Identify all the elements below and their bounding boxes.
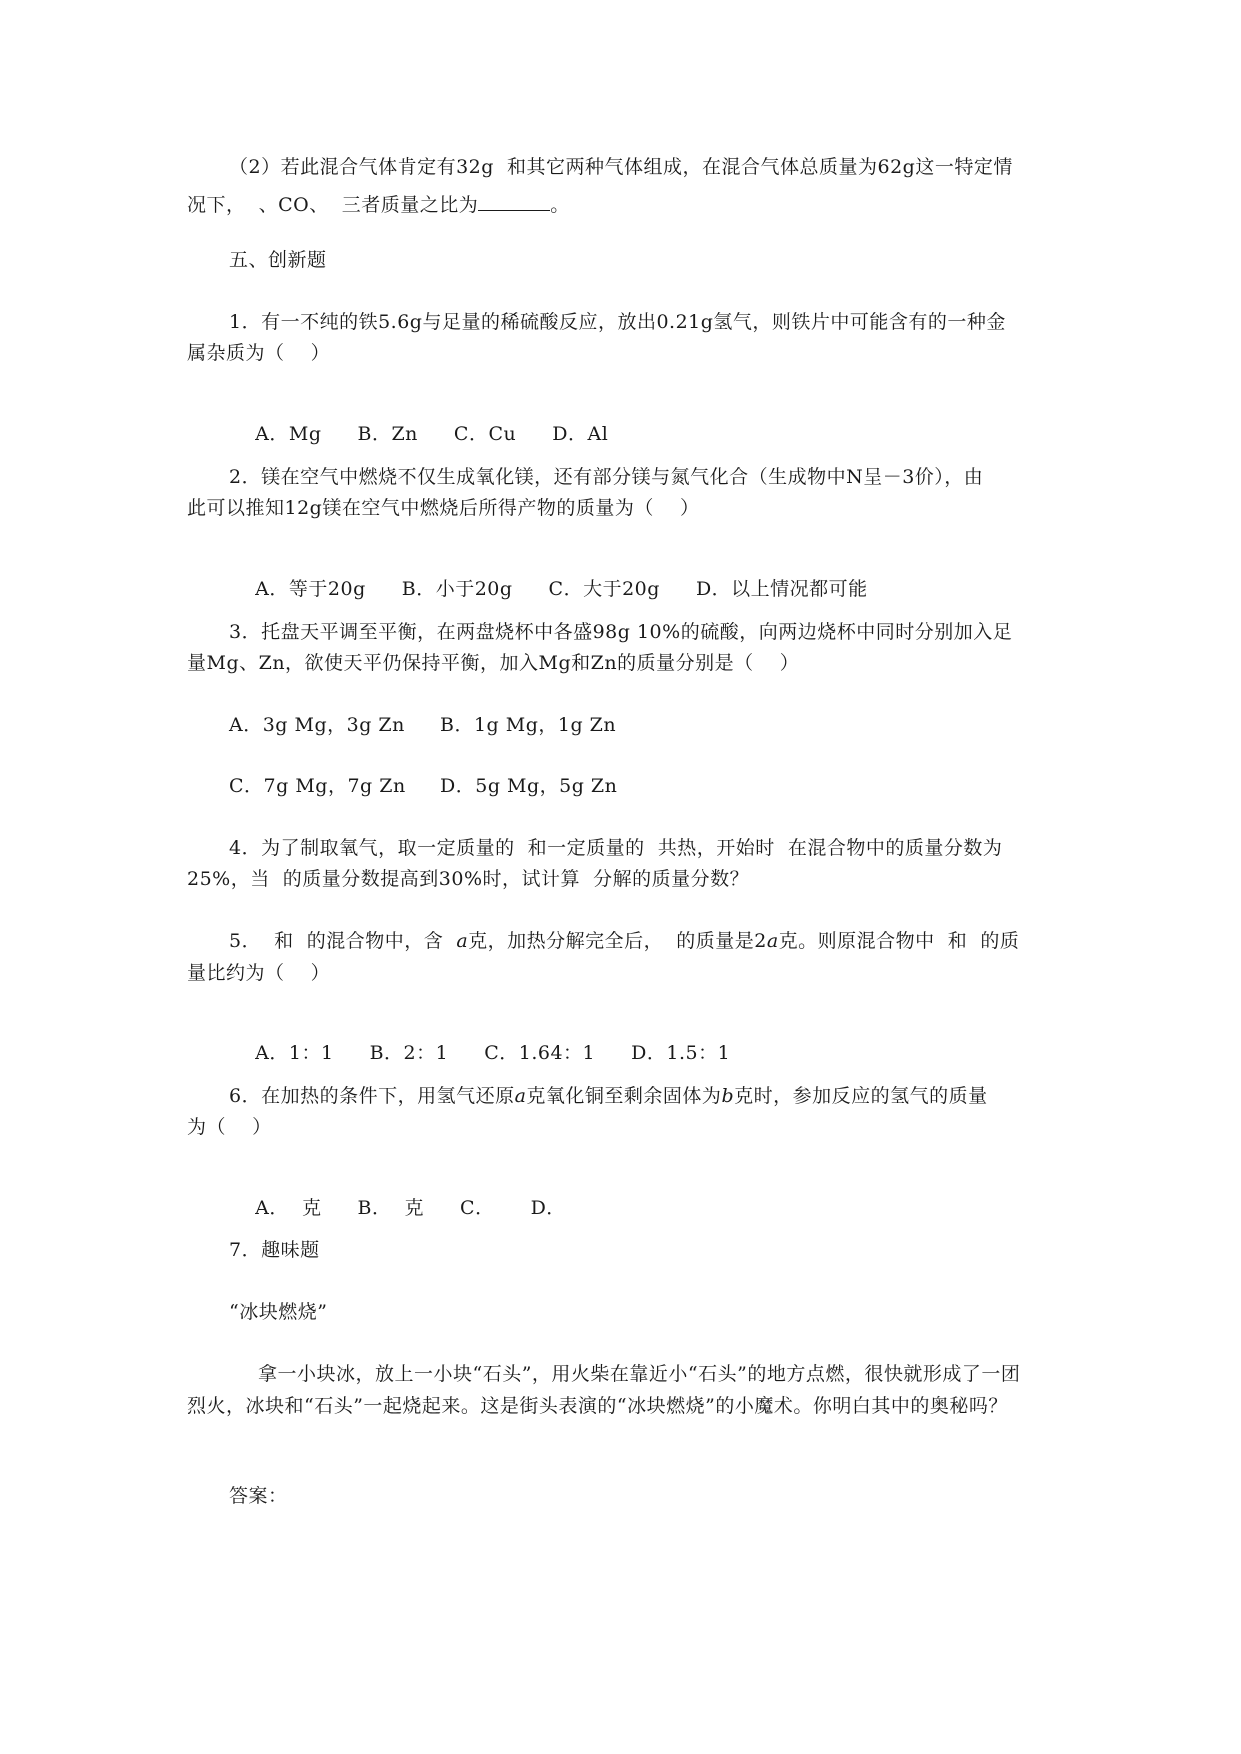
- q6-line-2: 为（ ）: [187, 1116, 272, 1138]
- q2-line-2-end: 。: [550, 194, 570, 216]
- q5-options: [229, 1025, 730, 1082]
- q5-option-a: A．1：1: [255, 1042, 334, 1064]
- q1-option-b: B．Zn: [357, 423, 418, 445]
- q5-text-a: 5． 和 的混合物中，含: [229, 930, 457, 952]
- q2b-line-2: 此可以推知12g镁在空气中燃烧后所得产物的质量为（ ）: [187, 497, 700, 519]
- q5-option-c: C．1.64：1: [484, 1042, 596, 1064]
- q1-options: [229, 406, 608, 463]
- q2-line-1: （2）若此混合气体肯定有32g 和其它两种气体组成，在混合气体总质量为62g这一特定情: [229, 156, 1013, 178]
- q2b-option-d: D．以上情况都可能: [695, 578, 868, 600]
- q2b-option-a: A．等于20g: [255, 578, 366, 600]
- q6-options: [229, 1180, 566, 1237]
- q3-option-b: B．1g Mg，1g Zn: [440, 714, 617, 736]
- q6-line-1: [229, 1087, 988, 1106]
- q1-option-a: A．Mg: [255, 423, 322, 445]
- q6-option-d: D．: [530, 1197, 566, 1219]
- q2b-option-c: C．大于20g: [548, 578, 660, 600]
- q7-title: 7．趣味题: [229, 1239, 320, 1261]
- q4-line-1: 4．为了制取氧气，取一定质量的 和一定质量的 共热，开始时 在混合物中的质量分数为: [229, 837, 1003, 859]
- q7-line-1: 拿一小块冰，放上一小块“石头”，用火柴在靠近小“石头”的地方点燃，很快就形成了一团: [258, 1363, 1021, 1385]
- q6-text-c: 克时，参加反应的氢气的质量: [734, 1085, 988, 1107]
- q2b-option-b: B．小于20g: [401, 578, 513, 600]
- q5-text-c: 克。则原混合物中 和 的质: [778, 930, 1020, 952]
- q1-option-d: D．Al: [552, 423, 609, 445]
- answer-blank: [478, 191, 550, 211]
- q5-var-a2: a: [766, 930, 779, 952]
- q6-option-c: C．: [460, 1197, 495, 1219]
- q5-option-d: D．1.5：1: [631, 1042, 731, 1064]
- q1-line-2: 属杂质为（ ）: [187, 342, 331, 364]
- q3-line-1: 3．托盘天平调至平衡，在两盘烧杯中各盛98g 10%的硫酸，向两边烧杯中同时分别加入足: [229, 621, 1013, 643]
- q5-var-a: a: [456, 930, 469, 952]
- q2b-options: [229, 561, 868, 618]
- q3-option-d: D．5g Mg，5g Zn: [440, 775, 618, 797]
- q6-var-a: a: [514, 1085, 527, 1107]
- q2-line-2-text: 况下， 、CO、 三者质量之比为: [187, 194, 479, 216]
- q5-line-1: [229, 932, 1019, 951]
- q6-text-b: 克氧化铜至剩余固体为: [526, 1085, 722, 1107]
- q1-line-1: 1．有一不纯的铁5.6g与足量的稀硫酸反应，放出0.21g氢气，则铁片中可能含有的一种金: [229, 311, 1006, 333]
- q5-text-b: 克，加热分解完全后， 的质量是2: [468, 930, 767, 952]
- q3-line-2: 量Mg、Zn，欲使天平仍保持平衡，加入Mg和Zn的质量分别是（ ）: [187, 652, 800, 674]
- q6-var-b: b: [721, 1085, 735, 1107]
- q7-line-2: 烈火，冰块和“石头”一起烧起来。这是街头表演的“冰块燃烧”的小魔术。你明白其中的奥秘吗？: [187, 1395, 1008, 1417]
- q1-option-c: C．Cu: [453, 423, 517, 445]
- q2-line-2: [187, 191, 570, 215]
- q7-subtitle: “冰块燃烧”: [229, 1301, 328, 1323]
- answer-label: 答案：: [229, 1485, 288, 1507]
- q5-option-b: B．2：1: [369, 1042, 449, 1064]
- q2b-line-1: 2．镁在空气中燃烧不仅生成氧化镁，还有部分镁与氮气化合（生成物中N呈－3价），由: [229, 466, 984, 488]
- q6-option-b: B． 克: [357, 1197, 425, 1219]
- q3-option-a: A．3g Mg，3g Zn: [229, 714, 405, 736]
- section-title: 五、创新题: [229, 249, 327, 271]
- q3-option-c: C．7g Mg，7g Zn: [229, 775, 406, 797]
- q5-line-2: 量比约为（ ）: [187, 962, 331, 984]
- q4-line-2: 25%，当 的质量分数提高到30%时，试计算 分解的质量分数？: [187, 868, 750, 890]
- q6-text-a: 6．在加热的条件下，用氢气还原: [229, 1085, 515, 1107]
- q6-option-a: A． 克: [255, 1197, 322, 1219]
